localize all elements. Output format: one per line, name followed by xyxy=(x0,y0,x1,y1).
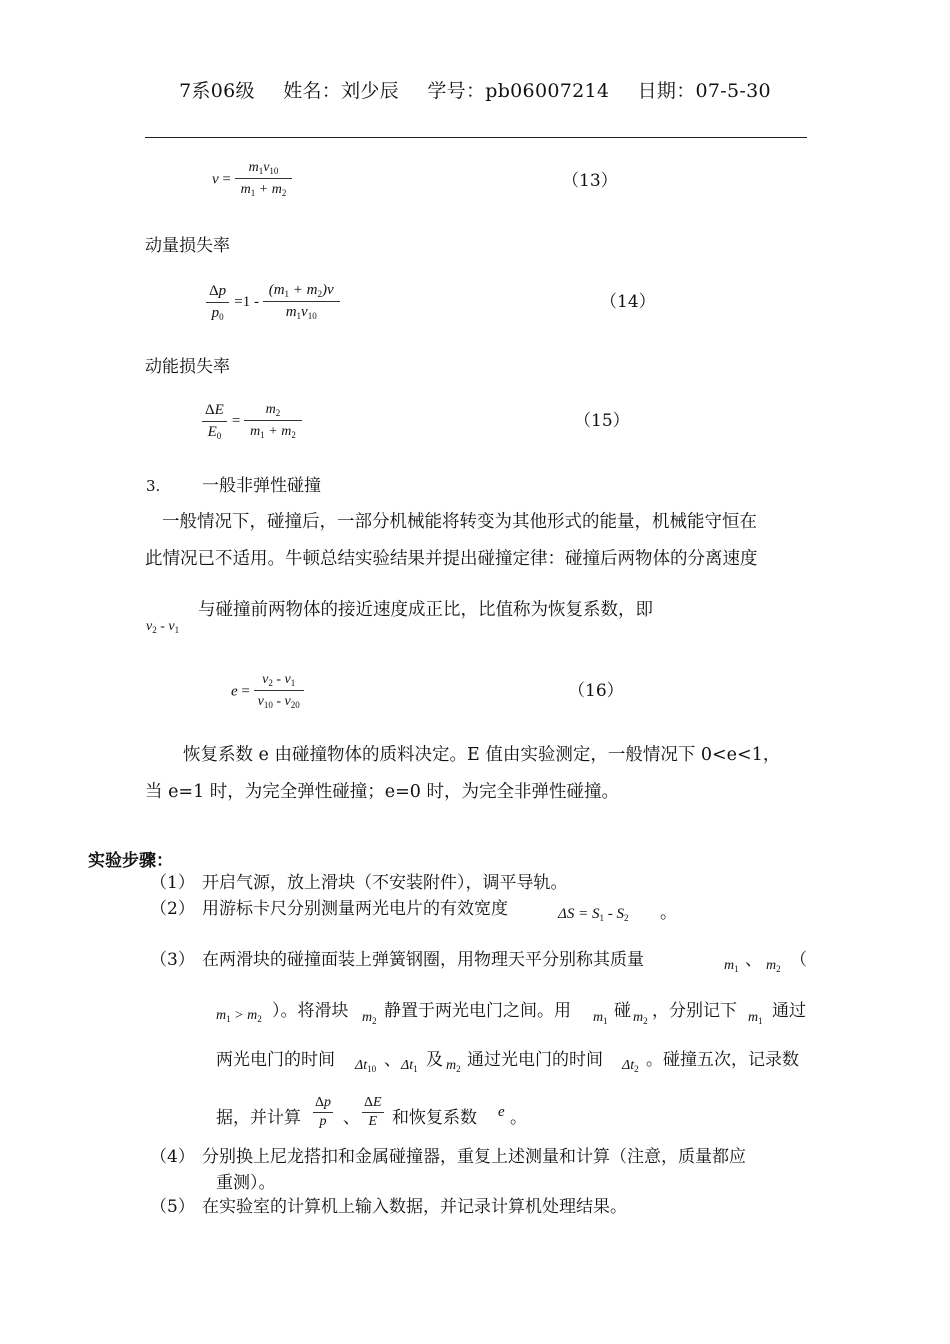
equation-15: $\frac{\Delta E}{E_0}$ = $\frac{m_2}{m_1 + m_2}$ xyxy=(202,400,302,441)
header-date: 日期：07-5-30 xyxy=(637,80,771,102)
step-2-end: 。 xyxy=(660,903,677,923)
equation-14: $\frac{\Delta p}{p_0}$ =1 - $\frac{(m_1 + m_2)v}{m_1v_{10}}$ xyxy=(206,281,340,322)
step-3-text-l: 据，并计算 xyxy=(216,1108,301,1128)
step-3-text-m: 、 xyxy=(343,1108,360,1128)
step-5-text: 在实验室的计算机上输入数据，并记录计算机处理结果。 xyxy=(202,1197,627,1217)
page-header xyxy=(0,76,950,103)
step-2-number: （2） xyxy=(150,899,195,919)
step-3-text-i: 及 xyxy=(426,1050,443,1070)
paragraph-1-line-3: 与碰撞前两物体的接近速度成正比，比值称为恢复系数，即 xyxy=(198,600,653,620)
step-5-number: （5） xyxy=(150,1197,195,1217)
step-3-text-g: 两光电门的时间 xyxy=(216,1050,335,1070)
equation-14-number: （14） xyxy=(600,292,656,312)
energy-loss-label: 动能损失率 xyxy=(145,357,230,377)
equation-13-number: （13） xyxy=(562,171,618,191)
step-3-text-b: ）。将滑块 xyxy=(272,1001,349,1021)
time-dt1: $\Delta t_1$ xyxy=(401,1058,418,1074)
restitution-e: e xyxy=(498,1104,505,1120)
step-3-text-f: 通过 xyxy=(772,1001,806,1021)
step-4-line-1: 分别换上尼龙搭扣和金属碰撞器，重复上述测量和计算（注意，质量都应 xyxy=(202,1147,746,1167)
step-1-number: （1） xyxy=(150,873,195,893)
equation-15-number: （15） xyxy=(574,411,630,431)
step-4-line-2: 重测）。 xyxy=(216,1173,276,1193)
section-3-title: 一般非弹性碰撞 xyxy=(202,476,321,496)
step-1-text: 开启气源，放上滑块（不安装附件），调平导轨。 xyxy=(202,873,568,893)
step-3-text-h: 、 xyxy=(384,1050,401,1070)
paragraph-1-line-1: 一般情况下，碰撞后，一部分机械能将转变为其他形式的能量，机械能守恒在 xyxy=(162,512,757,532)
equation-16-number: （16） xyxy=(568,681,624,701)
step-3-text-e: ，分别记下 xyxy=(652,1001,737,1021)
mass-m1-passing: $m_1$ xyxy=(748,1010,763,1026)
steps-heading: 实验步骤： xyxy=(88,851,173,871)
header-divider xyxy=(145,137,807,138)
paragraph-1-line-2: 此情况已不适用。牛顿总结实验结果并提出碰撞定律：碰撞后两物体的分离速度 xyxy=(145,549,758,569)
step-3-text-k: 。碰撞五次，记录数 xyxy=(646,1050,799,1070)
momentum-loss-label: 动量损失率 xyxy=(145,236,230,256)
mass-m2-gate: $m_2$ xyxy=(446,1058,461,1074)
step-3-separator: 、 xyxy=(745,950,762,970)
time-dt2: $\Delta t_2$ xyxy=(622,1058,639,1074)
mass-m1: $m_1$ xyxy=(724,958,739,974)
step-3-text-n: 和恢复系数 xyxy=(392,1108,477,1128)
paragraph-2-line-1: 恢复系数 e 由碰撞物体的质料决定。E 值由实验测定，一般情况下 0<e<1， xyxy=(183,745,781,765)
header-name: 姓名：刘少辰 xyxy=(283,80,399,102)
step-2-width-formula: $\Delta S = S_1 - S_2$ xyxy=(558,906,629,923)
header-department: 7系06级 xyxy=(179,80,255,102)
equation-13: v = $\frac{m_1v_{10}}{m_1 + m_2}$ xyxy=(212,160,292,198)
step-3-text-d: 碰 xyxy=(614,1001,631,1021)
mass-m2-static: $m_2$ xyxy=(362,1010,377,1026)
step-4-number: （4） xyxy=(150,1147,195,1167)
step-3-text-c: 静置于两光电门之间。用 xyxy=(384,1001,571,1021)
section-3-number: 3. xyxy=(146,477,161,495)
equation-16: e = $\frac{v_2 - v_1}{v_{10} - v_{20}}$ xyxy=(231,672,304,710)
step-2-text: 用游标卡尺分别测量两光电片的有效宽度 xyxy=(202,899,508,919)
step-3-number: （3） xyxy=(150,950,195,970)
header-student-id: 学号：pb06007214 xyxy=(427,80,610,102)
mass-m2: $m_2$ xyxy=(766,958,781,974)
step-3-text-a: 在两滑块的碰撞面装上弹簧钢圈，用物理天平分别称其质量 xyxy=(202,950,644,970)
energy-ratio: $\frac{\Delta E}{E}$ xyxy=(364,1095,382,1129)
step-3-text-o: 。 xyxy=(510,1108,527,1128)
paragraph-2-line-2: 当 e=1 时，为完全弹性碰撞；e=0 时，为完全非弹性碰撞。 xyxy=(145,782,619,802)
mass-inequality: $m_1 > m_2$ xyxy=(216,1008,262,1024)
mass-m2-target: $m_2$ xyxy=(633,1010,648,1026)
step-3-paren: （ xyxy=(790,950,807,970)
velocity-difference-formula: $v_2 - v_1$ xyxy=(146,619,180,635)
mass-m1-striker: $m_1$ xyxy=(593,1010,608,1026)
step-3-text-j: 通过光电门的时间 xyxy=(467,1050,603,1070)
momentum-ratio: $\frac{\Delta p}{p}$ xyxy=(315,1095,332,1129)
time-dt10: $\Delta t_{10}$ xyxy=(355,1058,377,1074)
